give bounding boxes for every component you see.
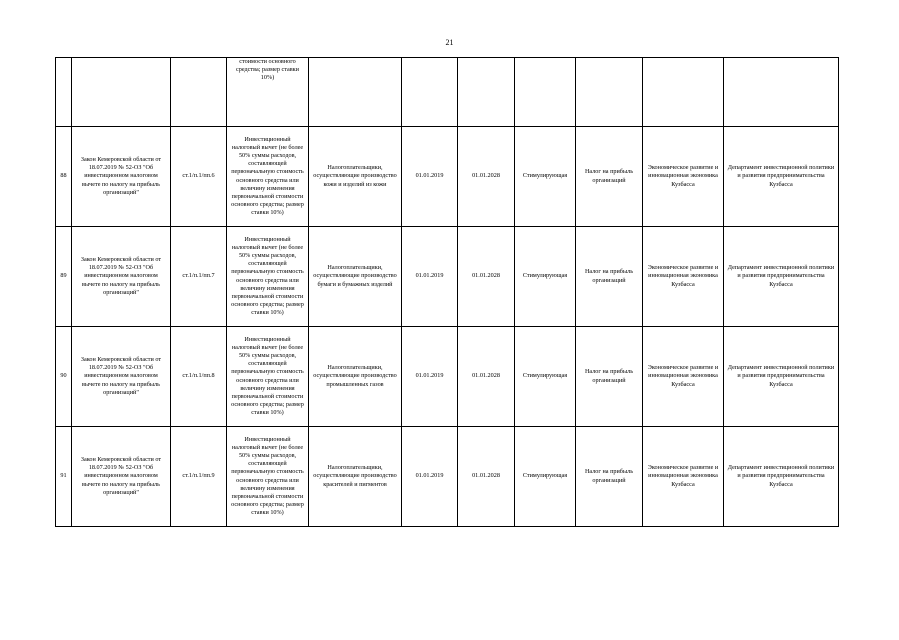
cell-program: Экономическое развитие и инновационная экономика Кузбасса xyxy=(643,227,724,327)
cell-date-start: 01.01.2019 xyxy=(402,227,458,327)
cell-date-end: 01.01.2028 xyxy=(458,427,515,527)
cell-law: Закон Кемеровской области от 18.07.2019 № 52-ОЗ "Об инвестиционном налоговом вычете по налогу на прибыль организаций" xyxy=(72,427,171,527)
cell-taxpayers: Налогоплательщики, осуществляющие производство бумаги и бумажных изделий xyxy=(309,227,402,327)
cell-type: Стимулирующая xyxy=(515,127,576,227)
cell-program: Экономическое развитие и инновационная экономика Кузбасса xyxy=(643,427,724,527)
cell-article: ст.1/п.1/пп.8 xyxy=(171,327,227,427)
cell-tax: Налог на прибыль организаций xyxy=(576,127,643,227)
cell-type xyxy=(515,58,576,127)
cell-deduction: Инвестиционный налоговый вычет (не более 50% суммы расходов, составляющей первоначальную стоимость основного средства или величину изменения первоначальной стоимости основного средства; размер ставки 10%) xyxy=(227,227,309,327)
table-row xyxy=(56,327,839,427)
cell-tax xyxy=(576,58,643,127)
cell-deduction: Инвестиционный налоговый вычет (не более 50% суммы расходов, составляющей первоначальную стоимость основного средства или величину изменения первоначальной стоимости основного средства; размер ставки 10%) xyxy=(227,327,309,427)
cell-type: Стимулирующая xyxy=(515,327,576,427)
cell-num: 89 xyxy=(56,227,72,327)
cell-num xyxy=(56,58,72,127)
cell-deduction: Инвестиционный налоговый вычет (не более 50% суммы расходов, составляющей первоначальную стоимость основного средства или величину изменения первоначальной стоимости основного средства; размер ставки 10%) xyxy=(227,427,309,527)
cell-curator: Департамент инвестиционной политики и развития предпринимательства Кузбасса xyxy=(724,327,839,427)
cell-program: Экономическое развитие и инновационная экономика Кузбасса xyxy=(643,327,724,427)
cell-num: 88 xyxy=(56,127,72,227)
cell-date-end xyxy=(458,58,515,127)
cell-tax: Налог на прибыль организаций xyxy=(576,327,643,427)
cell-date-start xyxy=(402,58,458,127)
table-row xyxy=(56,427,839,527)
cell-date-start: 01.01.2019 xyxy=(402,327,458,427)
cell-date-end: 01.01.2028 xyxy=(458,127,515,227)
cell-taxpayers xyxy=(309,58,402,127)
cell-program: Экономическое развитие и инновационная экономика Кузбасса xyxy=(643,127,724,227)
cell-curator: Департамент инвестиционной политики и развития предпринимательства Кузбасса xyxy=(724,127,839,227)
cell-deduction: Инвестиционный налоговый вычет (не более 50% суммы расходов, составляющей первоначальную стоимость основного средства или величину изменения первоначальной стоимости основного средства; размер ставки 10%) xyxy=(227,127,309,227)
cell-article: ст.1/п.1/пп.7 xyxy=(171,227,227,327)
cell-date-start: 01.01.2019 xyxy=(402,427,458,527)
cell-deduction: стоимости основного средства; размер ставки 10%) xyxy=(227,58,309,127)
cell-law: Закон Кемеровской области от 18.07.2019 № 52-ОЗ "Об инвестиционном налоговом вычете по налогу на прибыль организаций" xyxy=(72,227,171,327)
table-row xyxy=(56,127,839,227)
continuation-row xyxy=(56,58,839,127)
tax-benefits-table xyxy=(55,57,839,527)
cell-date-start: 01.01.2019 xyxy=(402,127,458,227)
cell-taxpayers: Налогоплательщики, осуществляющие производство промышленных газов xyxy=(309,327,402,427)
cell-law: Закон Кемеровской области от 18.07.2019 № 52-ОЗ "Об инвестиционном налоговом вычете по налогу на прибыль организаций" xyxy=(72,127,171,227)
cell-law: Закон Кемеровской области от 18.07.2019 № 52-ОЗ "Об инвестиционном налоговом вычете по налогу на прибыль организаций" xyxy=(72,327,171,427)
cell-article: ст.1/п.1/пп.6 xyxy=(171,127,227,227)
cell-curator: Департамент инвестиционной политики и развития предпринимательства Кузбасса xyxy=(724,427,839,527)
cell-num: 91 xyxy=(56,427,72,527)
page-number: 21 xyxy=(445,38,454,47)
cell-date-end: 01.01.2028 xyxy=(458,327,515,427)
cell-taxpayers: Налогоплательщики, осуществляющие производство красителей и пигментов xyxy=(309,427,402,527)
cell-tax: Налог на прибыль организаций xyxy=(576,427,643,527)
cell-curator xyxy=(724,58,839,127)
cell-type: Стимулирующая xyxy=(515,427,576,527)
cell-type: Стимулирующая xyxy=(515,227,576,327)
cell-tax: Налог на прибыль организаций xyxy=(576,227,643,327)
cell-article: ст.1/п.1/пп.9 xyxy=(171,427,227,527)
cell-num: 90 xyxy=(56,327,72,427)
cell-article xyxy=(171,58,227,127)
table-row xyxy=(56,227,839,327)
cell-curator: Департамент инвестиционной политики и развития предпринимательства Кузбасса xyxy=(724,227,839,327)
cell-law xyxy=(72,58,171,127)
cell-date-end: 01.01.2028 xyxy=(458,227,515,327)
cell-program xyxy=(643,58,724,127)
cell-taxpayers: Налогоплательщики, осуществляющие производство кожи и изделий из кожи xyxy=(309,127,402,227)
